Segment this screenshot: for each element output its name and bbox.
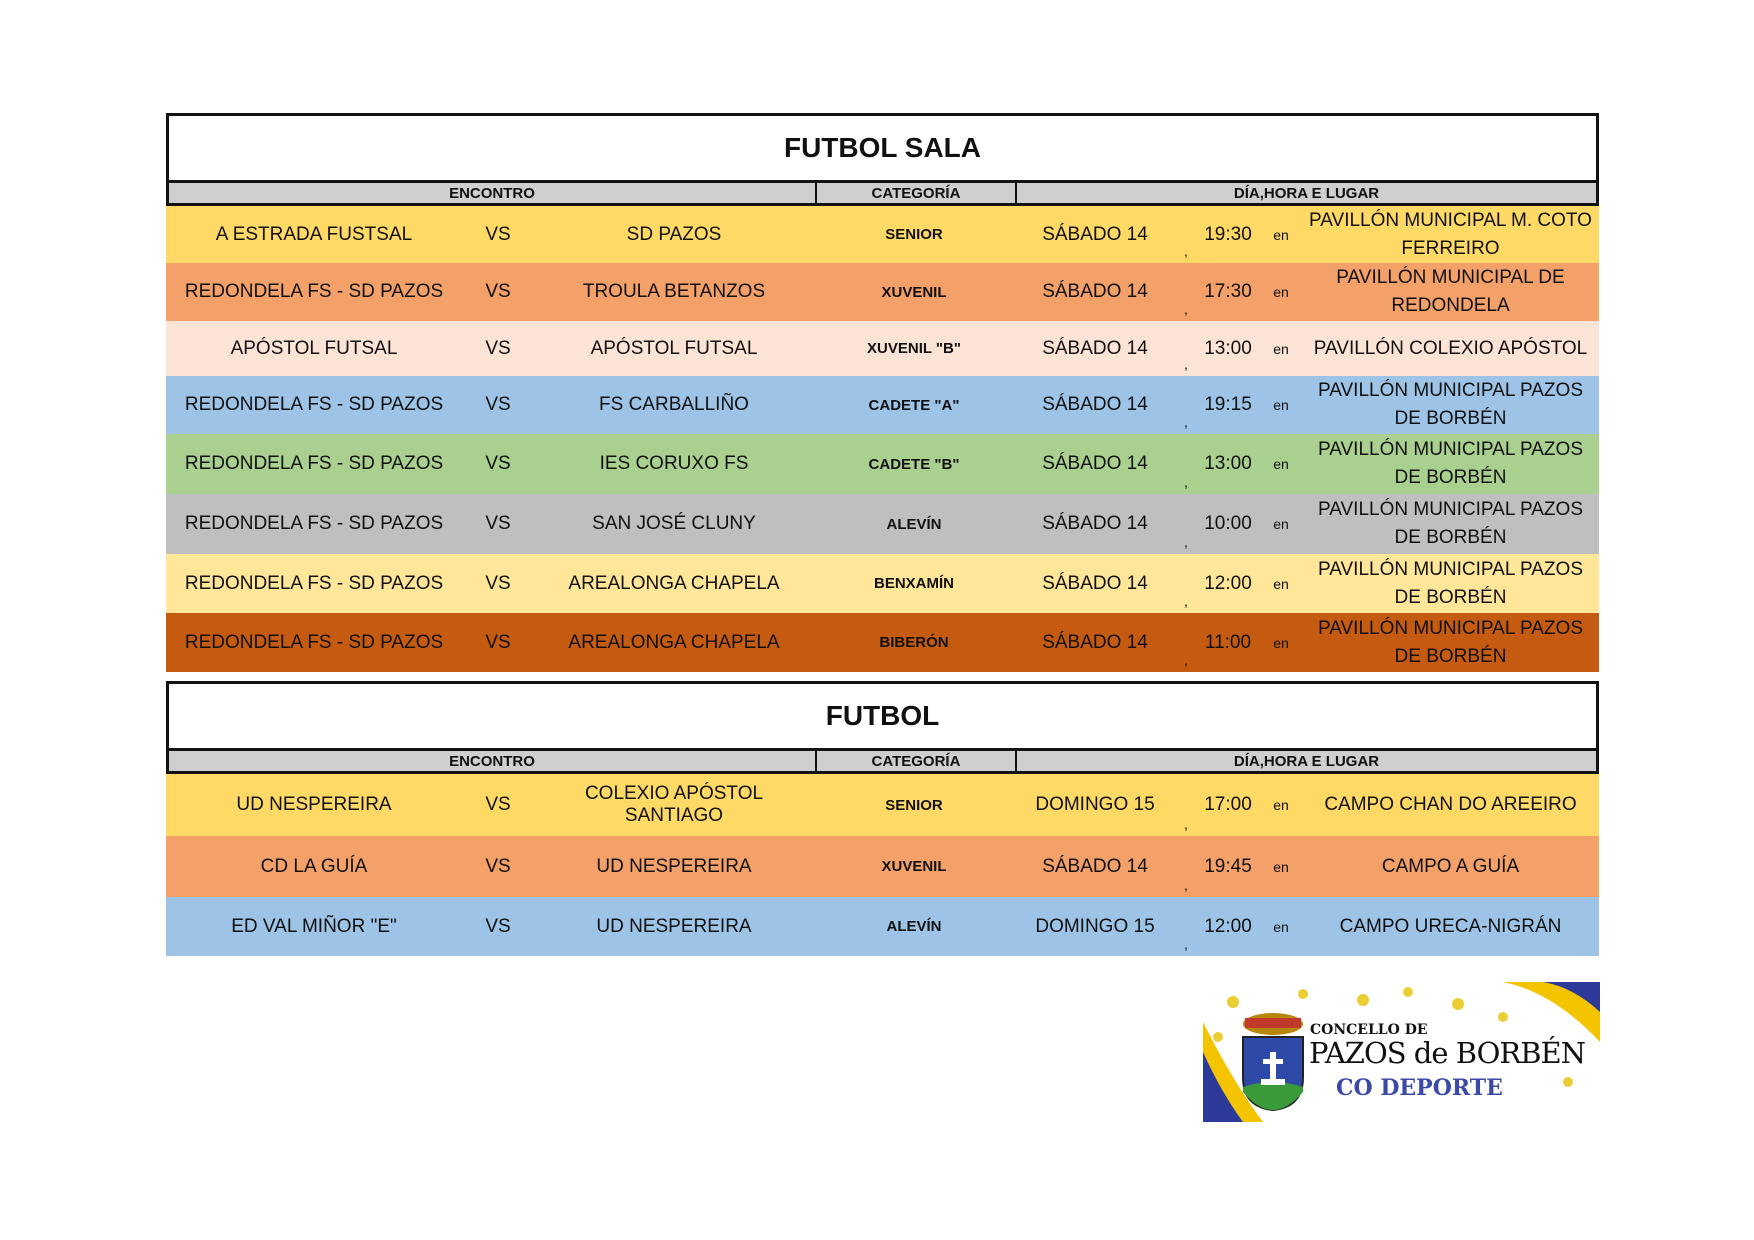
table-header xyxy=(166,180,1599,206)
vs-label: VS xyxy=(485,631,511,653)
comma-separator: , xyxy=(1184,652,1188,668)
match-time: 13:00 xyxy=(1204,453,1252,474)
table-row xyxy=(166,376,1599,434)
away-team: COLEXIO APÓSTOL SANTIAGO xyxy=(584,783,764,826)
category: SENIOR xyxy=(885,796,943,814)
match-time: 10:00 xyxy=(1204,513,1252,534)
vs-label: VS xyxy=(485,794,511,815)
futbol-section xyxy=(166,681,1599,956)
venue: PAVILLÓN COLEXIO APÓSTOL xyxy=(1313,337,1588,359)
concello-logo xyxy=(1203,982,1600,1122)
match-rows xyxy=(166,206,1599,672)
away-team: SD PAZOS xyxy=(626,223,722,245)
category: XUVENIL xyxy=(881,283,947,301)
category: ALEVÍN xyxy=(886,918,942,935)
venue: CAMPO URECA-NIGRÁN xyxy=(1339,915,1562,937)
away-team: AREALONGA CHAPELA xyxy=(568,572,780,594)
en-label: en xyxy=(1273,284,1289,300)
category: XUVENIL "B" xyxy=(867,340,961,357)
header-match: ENCONTRO xyxy=(169,183,817,203)
table-row xyxy=(166,774,1599,836)
category: BIBERÓN xyxy=(879,634,949,651)
comma-separator: , xyxy=(1184,534,1188,550)
logo-line1: CONCELLO DE xyxy=(1310,1022,1428,1038)
futbol-sala-section xyxy=(166,113,1599,672)
match-time: 12:00 xyxy=(1204,915,1252,937)
en-label: en xyxy=(1273,226,1289,243)
match-rows xyxy=(166,774,1599,956)
match-time: 11:00 xyxy=(1204,631,1252,653)
home-team: REDONDELA FS - SD PAZOS xyxy=(184,572,444,594)
comma-separator: , xyxy=(1184,414,1188,430)
venue: PAVILLÓN MUNICIPAL DE REDONDELA xyxy=(1336,267,1565,316)
en-label: en xyxy=(1273,575,1289,592)
table-row xyxy=(166,321,1599,376)
vs-label: VS xyxy=(485,513,511,534)
en-label: en xyxy=(1273,456,1289,472)
match-day: SÁBADO 14 xyxy=(1042,572,1148,594)
section-title: FUTBOL xyxy=(166,681,1599,748)
header-category: CATEGORÍA xyxy=(817,183,1017,203)
logo-line3: CO DEPORTE xyxy=(1336,1075,1503,1101)
match-day: SÁBADO 14 xyxy=(1042,223,1148,245)
category: SENIOR xyxy=(885,226,943,243)
section-title: FUTBOL SALA xyxy=(166,113,1599,180)
match-time: 19:30 xyxy=(1204,223,1252,245)
venue: PAVILLÓN MUNICIPAL M. COTO FERREIRO xyxy=(1309,209,1592,259)
comma-separator: , xyxy=(1184,877,1188,893)
comma-separator: , xyxy=(1184,474,1188,490)
match-time: 17:30 xyxy=(1204,281,1252,302)
match-day: SÁBADO 14 xyxy=(1042,394,1148,415)
table-row xyxy=(166,897,1599,956)
home-team: REDONDELA FS - SD PAZOS xyxy=(184,394,444,415)
match-time: 12:00 xyxy=(1204,572,1252,594)
vs-label: VS xyxy=(485,281,511,302)
en-label: en xyxy=(1273,340,1289,357)
home-team: REDONDELA FS - SD PAZOS xyxy=(184,453,444,474)
vs-label: VS xyxy=(485,453,511,474)
venue: PAVILLÓN MUNICIPAL PAZOS DE BORBÉN xyxy=(1317,617,1583,667)
category: XUVENIL xyxy=(881,858,947,875)
venue: PAVILLÓN MUNICIPAL PAZOS DE BORBÉN xyxy=(1317,439,1583,488)
vs-label: VS xyxy=(485,915,511,937)
vs-label: VS xyxy=(485,572,511,594)
comma-separator: , xyxy=(1184,593,1188,609)
comma-separator: , xyxy=(1184,301,1188,317)
home-team: ED VAL MIÑOR "E" xyxy=(231,915,397,937)
table-row xyxy=(166,494,1599,554)
venue: PAVILLÓN MUNICIPAL PAZOS DE BORBÉN xyxy=(1317,558,1583,608)
home-team: A ESTRADA FUSTSAL xyxy=(215,223,413,245)
en-label: en xyxy=(1273,634,1289,651)
vs-label: VS xyxy=(485,855,511,877)
category: CADETE "B" xyxy=(868,455,960,473)
vs-label: VS xyxy=(485,394,511,415)
match-day: SÁBADO 14 xyxy=(1042,855,1148,877)
venue: CAMPO A GUÍA xyxy=(1381,855,1520,877)
match-day: SÁBADO 14 xyxy=(1042,281,1148,302)
table-row xyxy=(166,613,1599,672)
en-label: en xyxy=(1273,516,1289,532)
en-label: en xyxy=(1273,858,1289,875)
match-day: SÁBADO 14 xyxy=(1042,453,1148,474)
home-team: REDONDELA FS - SD PAZOS xyxy=(184,631,444,653)
venue: PAVILLÓN MUNICIPAL PAZOS DE BORBÉN xyxy=(1317,380,1583,429)
venue: CAMPO CHAN DO AREEIRO xyxy=(1324,794,1577,815)
home-team: APÓSTOL FUTSAL xyxy=(230,337,398,359)
vs-label: VS xyxy=(485,223,511,245)
away-team: TROULA BETANZOS xyxy=(582,281,766,302)
header-when-where: DÍA,HORA E LUGAR xyxy=(1233,184,1380,202)
comma-separator: , xyxy=(1184,243,1188,259)
category: ALEVÍN xyxy=(886,515,942,533)
logo-line2: PAZOS de BORBÉN xyxy=(1309,1036,1586,1070)
home-team: REDONDELA FS - SD PAZOS xyxy=(184,513,444,534)
away-team: UD NESPEREIRA xyxy=(596,915,752,937)
match-day: DOMINGO 15 xyxy=(1035,915,1155,937)
en-label: en xyxy=(1273,918,1289,935)
away-team: UD NESPEREIRA xyxy=(596,855,752,877)
comma-separator: , xyxy=(1184,356,1188,372)
match-time: 19:45 xyxy=(1204,855,1252,877)
comma-separator: , xyxy=(1184,816,1188,832)
en-label: en xyxy=(1273,797,1289,813)
table-row xyxy=(166,263,1599,321)
away-team: APÓSTOL FUTSAL xyxy=(590,337,758,359)
table-row xyxy=(166,836,1599,897)
category: BENXAMÍN xyxy=(873,575,954,592)
away-team: AREALONGA CHAPELA xyxy=(568,631,780,653)
away-team: SAN JOSÉ CLUNY xyxy=(592,513,756,534)
match-day: SÁBADO 14 xyxy=(1042,631,1148,653)
header-match: ENCONTRO xyxy=(169,751,817,771)
match-day: SÁBADO 14 xyxy=(1042,337,1148,359)
table-header xyxy=(166,748,1599,774)
table-row xyxy=(166,554,1599,613)
match-time: 13:00 xyxy=(1204,337,1252,359)
match-day: SÁBADO 14 xyxy=(1042,513,1148,534)
header-category: CATEGORÍA xyxy=(817,751,1017,771)
table-row xyxy=(166,434,1599,494)
home-team: REDONDELA FS - SD PAZOS xyxy=(184,281,444,302)
en-label: en xyxy=(1273,397,1289,413)
table-row xyxy=(166,206,1599,263)
header-when-where: DÍA,HORA E LUGAR xyxy=(1233,752,1380,770)
vs-label: VS xyxy=(485,337,511,359)
comma-separator: , xyxy=(1184,936,1188,952)
home-team: CD LA GUÍA xyxy=(260,855,368,877)
category: CADETE "A" xyxy=(868,396,960,414)
away-team: IES CORUXO FS xyxy=(599,453,749,474)
home-team: UD NESPEREIRA xyxy=(236,794,392,815)
venue: PAVILLÓN MUNICIPAL PAZOS DE BORBÉN xyxy=(1317,499,1583,548)
match-day: DOMINGO 15 xyxy=(1035,794,1155,815)
away-team: FS CARBALLIÑO xyxy=(599,394,749,415)
match-time: 19:15 xyxy=(1204,394,1252,415)
match-time: 17:00 xyxy=(1204,794,1252,815)
